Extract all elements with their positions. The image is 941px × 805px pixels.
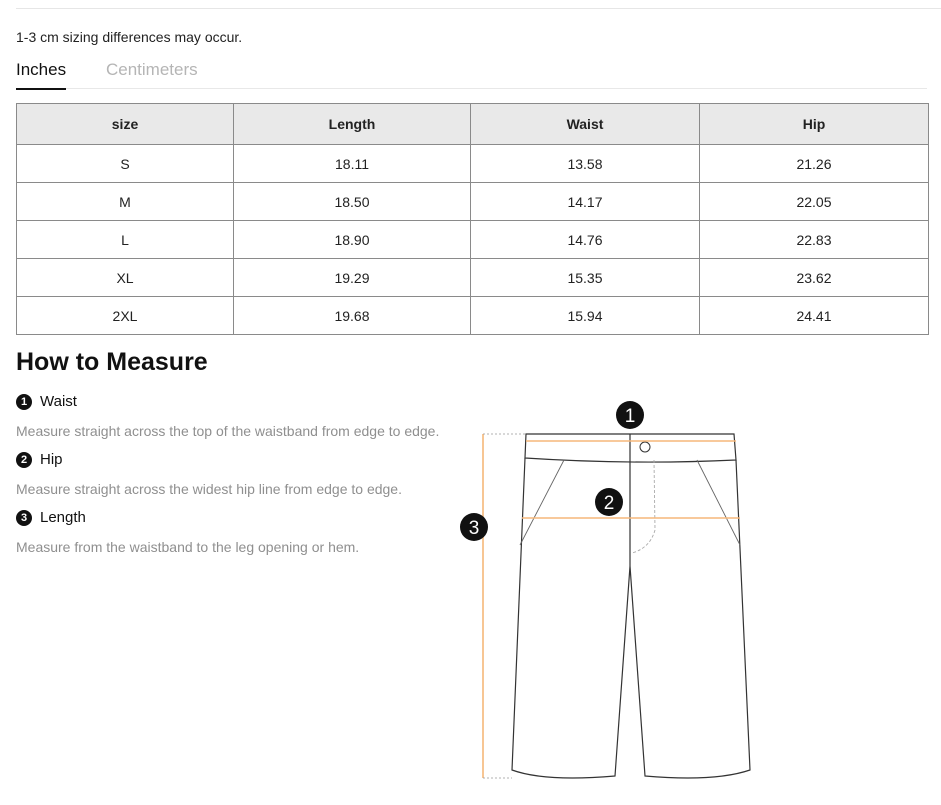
number-3-icon: 3 <box>16 510 32 526</box>
cell-hip: 23.62 <box>700 259 929 297</box>
svg-text:2: 2 <box>603 493 615 514</box>
measure-item-waist <box>16 393 77 410</box>
cell-hip: 22.83 <box>700 221 929 259</box>
table-row <box>17 145 929 183</box>
svg-text:1: 1 <box>624 406 636 427</box>
shorts-outline <box>512 434 750 778</box>
table-row <box>17 221 929 259</box>
shorts-measurement-diagram <box>455 398 760 790</box>
tab-inches[interactable] <box>16 60 66 89</box>
measure-item-hip <box>16 451 63 468</box>
cell-size: L <box>17 221 234 259</box>
measurement-lines <box>483 434 740 778</box>
tab-centimeters-label: Centimeters <box>106 60 198 79</box>
table-row <box>17 183 929 221</box>
cell-hip: 24.41 <box>700 297 929 335</box>
cell-size: M <box>17 183 234 221</box>
cell-waist: 15.94 <box>471 297 700 335</box>
svg-text:3: 3 <box>468 518 480 539</box>
cell-size: S <box>17 145 234 183</box>
tab-inches-label: Inches <box>16 60 67 79</box>
tab-centimeters[interactable] <box>106 60 198 89</box>
sizing-note: 1-3 cm sizing differences may occur. <box>16 29 243 45</box>
measure-description: Measure straight across the widest hip line from edge to edge. <box>16 481 402 497</box>
unit-tabs <box>16 60 927 89</box>
measure-description: Measure straight across the top of the waistband from edge to edge. <box>16 423 440 439</box>
cell-size: XL <box>17 259 234 297</box>
how-to-measure-title: How to Measure <box>16 348 208 376</box>
marker-3-icon <box>460 513 488 541</box>
measure-item-length <box>16 509 86 526</box>
header-length: Length <box>234 104 471 145</box>
table-row <box>17 297 929 335</box>
measure-label: Length <box>40 509 86 526</box>
header-hip: Hip <box>700 104 929 145</box>
measure-label: Hip <box>40 451 63 468</box>
number-2-icon: 2 <box>16 452 32 468</box>
size-chart-table <box>16 103 929 335</box>
cell-length: 19.68 <box>234 297 471 335</box>
cell-length: 18.11 <box>234 145 471 183</box>
measure-description: Measure from the waistband to the leg opening or hem. <box>16 539 360 555</box>
cell-waist: 13.58 <box>471 145 700 183</box>
cell-length: 19.29 <box>234 259 471 297</box>
cell-hip: 22.05 <box>700 183 929 221</box>
cell-length: 18.90 <box>234 221 471 259</box>
marker-1-icon <box>616 401 644 429</box>
cell-length: 18.50 <box>234 183 471 221</box>
cell-waist: 14.76 <box>471 221 700 259</box>
active-tab-indicator <box>16 88 66 90</box>
cell-waist: 14.17 <box>471 183 700 221</box>
number-1-icon: 1 <box>16 394 32 410</box>
table-row <box>17 259 929 297</box>
cell-waist: 15.35 <box>471 259 700 297</box>
top-divider <box>16 8 941 9</box>
cell-size: 2XL <box>17 297 234 335</box>
measure-label: Waist <box>40 393 77 410</box>
table-header-row <box>17 104 929 145</box>
header-waist: Waist <box>471 104 700 145</box>
header-size: size <box>17 104 234 145</box>
cell-hip: 21.26 <box>700 145 929 183</box>
marker-2-icon <box>595 488 623 516</box>
